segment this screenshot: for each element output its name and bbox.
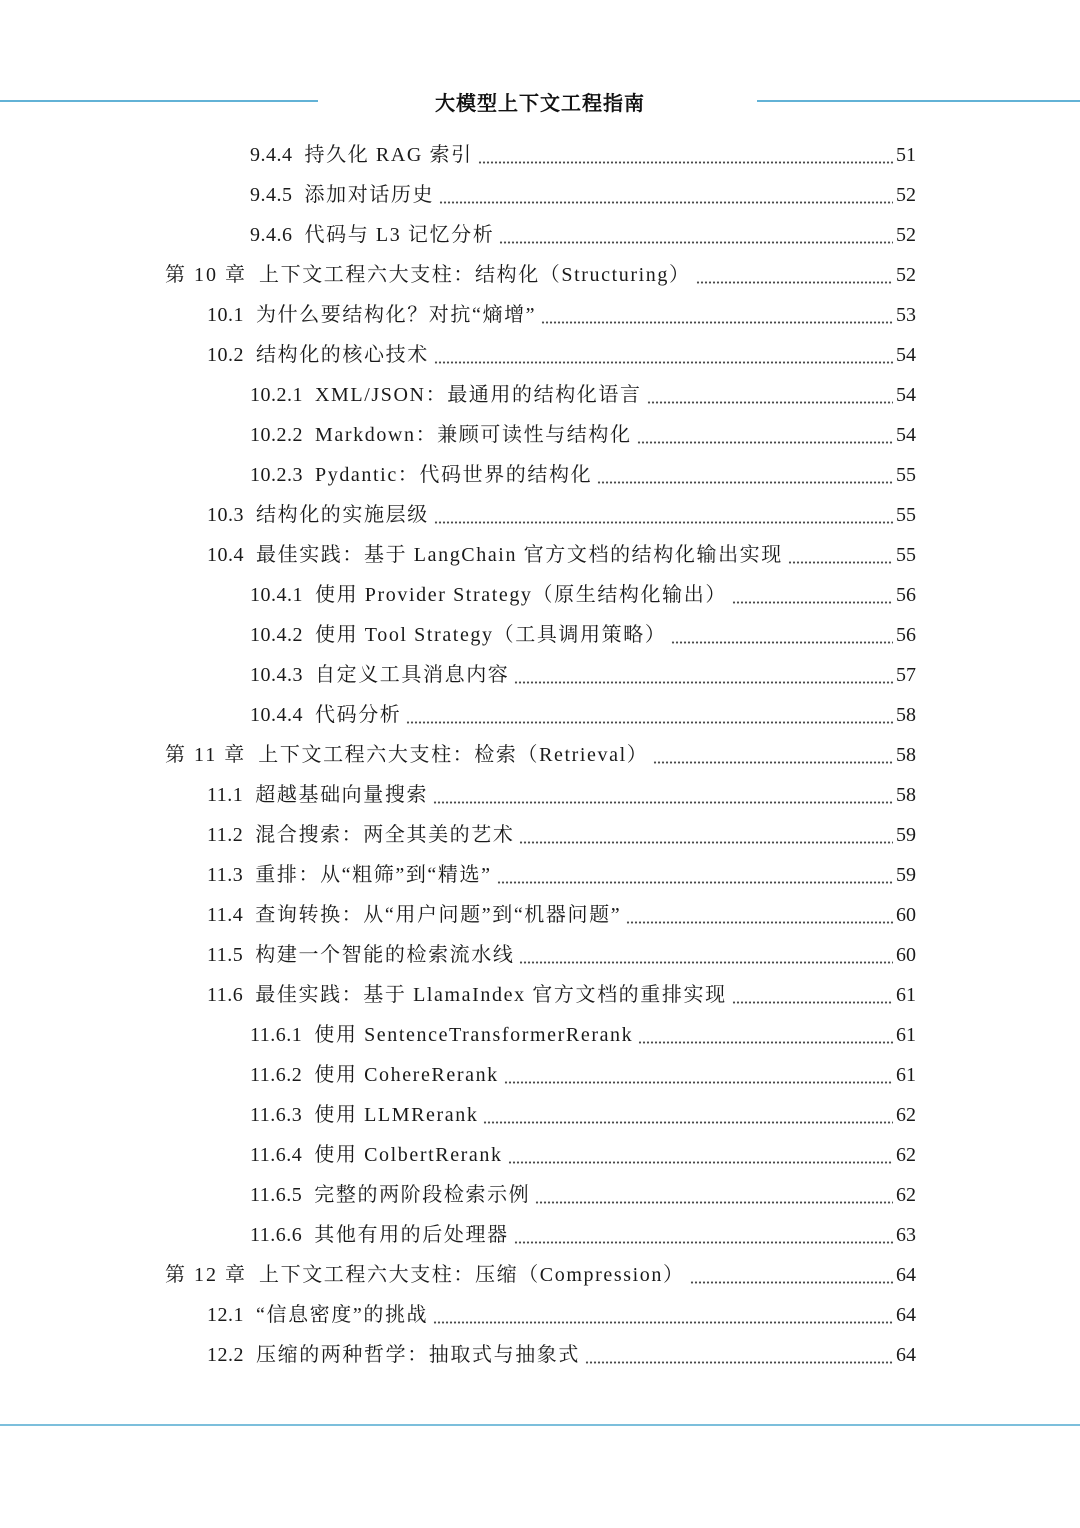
toc-entry-number: 11.6.4 (250, 1144, 303, 1166)
toc-entry-page-number: 64 (896, 1304, 916, 1326)
dot-leader (585, 1361, 893, 1364)
dot-leader (732, 1001, 893, 1004)
toc-entry-title: XML/JSON：最通用的结构化语言 (315, 384, 642, 406)
toc-entry-number: 11.4 (207, 904, 244, 926)
toc-entry-page-number: 55 (896, 464, 916, 486)
toc-entry-page-number: 63 (896, 1224, 916, 1246)
toc-entry-section (0, 975, 916, 1015)
toc-entry-title: 使用 LLMRerank (314, 1104, 479, 1126)
toc-entry-number: 11.2 (207, 824, 244, 846)
dot-leader (434, 521, 893, 524)
toc-entry-subsection (0, 175, 916, 215)
toc-entry-number: 10.4.4 (250, 704, 303, 726)
dot-leader (499, 241, 893, 244)
toc-entry-subsection (0, 1175, 916, 1215)
dot-leader (514, 681, 893, 684)
toc-entry-page-number: 62 (896, 1184, 916, 1206)
toc-entry-title: 上下文工程六大支柱：检索（Retrieval） (258, 744, 649, 766)
dot-leader (508, 1161, 893, 1164)
dot-leader (433, 801, 893, 804)
toc-entry-subsection (0, 1055, 916, 1095)
toc-entry-number: 10.4.3 (250, 664, 303, 686)
toc-entry-subsection (0, 575, 916, 615)
toc-entry-title: 超越基础向量搜索 (255, 784, 429, 806)
toc-entry-chapter (0, 1255, 916, 1295)
toc-entry-page-number: 61 (896, 1024, 916, 1046)
toc-entry-page-number: 62 (896, 1144, 916, 1166)
dot-leader (788, 561, 893, 564)
toc-entry-title: 添加对话历史 (304, 184, 435, 206)
toc-entry-page-number: 64 (896, 1344, 916, 1366)
toc-entry-title: “信息密度”的挑战 (256, 1304, 429, 1326)
toc-entry-subsection (0, 1015, 916, 1055)
toc-entry-title: 上下文工程六大支柱：压缩（Compression） (259, 1264, 685, 1286)
toc-entry-page-number: 52 (896, 264, 916, 286)
toc-entry-page-number: 60 (896, 944, 916, 966)
toc-entry-number: 10.2.3 (250, 464, 303, 486)
toc-entry-title: 自定义工具消息内容 (315, 664, 510, 686)
toc-entry-number: 11.5 (207, 944, 244, 966)
dot-leader (597, 481, 893, 484)
toc-entry-title: 压缩的两种哲学：抽取式与抽象式 (256, 1344, 580, 1366)
toc-entry-title: 使用 CohereRerank (314, 1064, 499, 1086)
toc-entry-page-number: 52 (896, 184, 916, 206)
toc-entry-title: 其他有用的后处理器 (314, 1224, 509, 1246)
toc-entry-title: 为什么要结构化？对抗“熵增” (256, 304, 537, 326)
dot-leader (541, 321, 893, 324)
toc-entry-title: 上下文工程六大支柱：结构化（Structuring） (259, 264, 691, 286)
toc-entry-title: 使用 Provider Strategy（原生结构化输出） (315, 584, 727, 606)
dot-leader (433, 1321, 893, 1324)
toc-entry-subsection (0, 375, 916, 415)
toc-entry-subsection (0, 455, 916, 495)
toc-entry-number: 第 11 章 (165, 744, 247, 766)
toc-entry-number: 9.4.6 (250, 224, 293, 246)
dot-leader (439, 201, 893, 204)
toc-entry-section (0, 895, 916, 935)
toc-entry-chapter (0, 735, 916, 775)
toc-entry-number: 10.1 (207, 304, 244, 326)
dot-leader (519, 841, 893, 844)
toc-entry-number: 11.6.2 (250, 1064, 303, 1086)
toc-entry-page-number: 54 (896, 384, 916, 406)
dot-leader (434, 361, 893, 364)
toc-entry-number: 第 10 章 (165, 264, 247, 286)
toc-entry-title: 代码分析 (315, 704, 402, 726)
toc-entry-title: 查询转换：从“用户问题”到“机器问题” (255, 904, 622, 926)
toc-entry-title: 使用 ColbertRerank (314, 1144, 503, 1166)
toc-entry-page-number: 61 (896, 1064, 916, 1086)
dot-leader (483, 1121, 893, 1124)
toc-entry-section (0, 855, 916, 895)
toc-entry-page-number: 58 (896, 744, 916, 766)
toc-entry-title: Markdown：兼顾可读性与结构化 (315, 424, 632, 446)
toc-entry-subsection (0, 215, 916, 255)
toc-entry-section (0, 815, 916, 855)
toc-entry-title: Pydantic：代码世界的结构化 (315, 464, 593, 486)
toc-entry-page-number: 57 (896, 664, 916, 686)
table-of-contents (0, 135, 916, 1375)
toc-entry-page-number: 54 (896, 344, 916, 366)
toc-entry-page-number: 53 (896, 304, 916, 326)
toc-entry-number: 10.2.2 (250, 424, 303, 446)
toc-entry-section (0, 335, 916, 375)
toc-entry-page-number: 59 (896, 864, 916, 886)
dot-leader (406, 721, 893, 724)
toc-entry-page-number: 55 (896, 504, 916, 526)
toc-entry-title: 重排：从“粗筛”到“精选” (255, 864, 492, 886)
dot-leader (671, 641, 893, 644)
toc-entry-number: 10.4.2 (250, 624, 303, 646)
toc-entry-page-number: 52 (896, 224, 916, 246)
toc-entry-number: 10.2 (207, 344, 244, 366)
dot-leader (514, 1241, 893, 1244)
toc-entry-section (0, 1335, 916, 1375)
dot-leader (638, 1041, 893, 1044)
dot-leader (626, 921, 893, 924)
toc-entry-title: 混合搜索：两全其美的艺术 (255, 824, 515, 846)
toc-entry-chapter (0, 255, 916, 295)
toc-entry-number: 第 12 章 (165, 1264, 247, 1286)
toc-entry-subsection (0, 695, 916, 735)
toc-entry-section (0, 495, 916, 535)
toc-entry-number: 10.3 (207, 504, 244, 526)
toc-entry-number: 12.2 (207, 1344, 244, 1366)
dot-leader (637, 441, 893, 444)
toc-entry-title: 最佳实践：基于 LlamaIndex 官方文档的重排实现 (255, 984, 727, 1006)
toc-entry-number: 12.1 (207, 1304, 244, 1326)
toc-entry-section (0, 1295, 916, 1335)
toc-entry-title: 使用 Tool Strategy（工具调用策略） (315, 624, 667, 646)
dot-leader (732, 601, 893, 604)
dot-leader (690, 1281, 893, 1284)
toc-entry-page-number: 55 (896, 544, 916, 566)
dot-leader (478, 161, 893, 164)
toc-entry-section (0, 775, 916, 815)
toc-entry-page-number: 56 (896, 624, 916, 646)
dot-leader (696, 281, 893, 284)
dot-leader (497, 881, 893, 884)
toc-entry-number: 9.4.4 (250, 144, 293, 166)
footer-rule (0, 1424, 1080, 1426)
toc-entry-subsection (0, 1135, 916, 1175)
toc-entry-title: 完整的两阶段检索示例 (314, 1184, 531, 1206)
toc-entry-page-number: 64 (896, 1264, 916, 1286)
dot-leader (519, 961, 893, 964)
toc-entry-number: 11.1 (207, 784, 244, 806)
dot-leader (535, 1201, 893, 1204)
toc-entry-page-number: 59 (896, 824, 916, 846)
toc-entry-title: 构建一个智能的检索流水线 (255, 944, 515, 966)
toc-entry-number: 10.4.1 (250, 584, 303, 606)
toc-entry-section (0, 935, 916, 975)
toc-entry-title: 持久化 RAG 索引 (304, 144, 473, 166)
toc-entry-number: 11.3 (207, 864, 244, 886)
toc-entry-title: 结构化的实施层级 (256, 504, 429, 526)
toc-entry-page-number: 58 (896, 784, 916, 806)
toc-entry-page-number: 54 (896, 424, 916, 446)
toc-entry-number: 11.6 (207, 984, 244, 1006)
toc-entry-page-number: 62 (896, 1104, 916, 1126)
toc-entry-title: 使用 SentenceTransformerRerank (314, 1024, 634, 1046)
header-rule-right (757, 100, 1080, 102)
toc-entry-page-number: 51 (896, 144, 916, 166)
running-header-title: 大模型上下文工程指南 (435, 91, 645, 115)
toc-entry-page-number: 61 (896, 984, 916, 1006)
toc-entry-subsection (0, 1095, 916, 1135)
toc-entry-title: 代码与 L3 记忆分析 (304, 224, 495, 246)
toc-entry-title: 最佳实践：基于 LangChain 官方文档的结构化输出实现 (256, 544, 783, 566)
toc-entry-section (0, 535, 916, 575)
toc-entry-page-number: 60 (896, 904, 916, 926)
toc-entry-page-number: 58 (896, 704, 916, 726)
toc-entry-number: 11.6.6 (250, 1224, 303, 1246)
toc-entry-title: 结构化的核心技术 (256, 344, 429, 366)
toc-entry-subsection (0, 615, 916, 655)
toc-entry-subsection (0, 655, 916, 695)
toc-entry-number: 10.2.1 (250, 384, 303, 406)
dot-leader (653, 761, 893, 764)
toc-entry-subsection (0, 135, 916, 175)
toc-entry-subsection (0, 415, 916, 455)
toc-entry-number: 11.6.3 (250, 1104, 303, 1126)
dot-leader (504, 1081, 893, 1084)
toc-entry-number: 11.6.5 (250, 1184, 303, 1206)
toc-entry-number: 10.4 (207, 544, 244, 566)
toc-entry-section (0, 295, 916, 335)
toc-entry-number: 11.6.1 (250, 1024, 303, 1046)
dot-leader (647, 401, 893, 404)
toc-entry-subsection (0, 1215, 916, 1255)
toc-entry-number: 9.4.5 (250, 184, 293, 206)
toc-entry-page-number: 56 (896, 584, 916, 606)
